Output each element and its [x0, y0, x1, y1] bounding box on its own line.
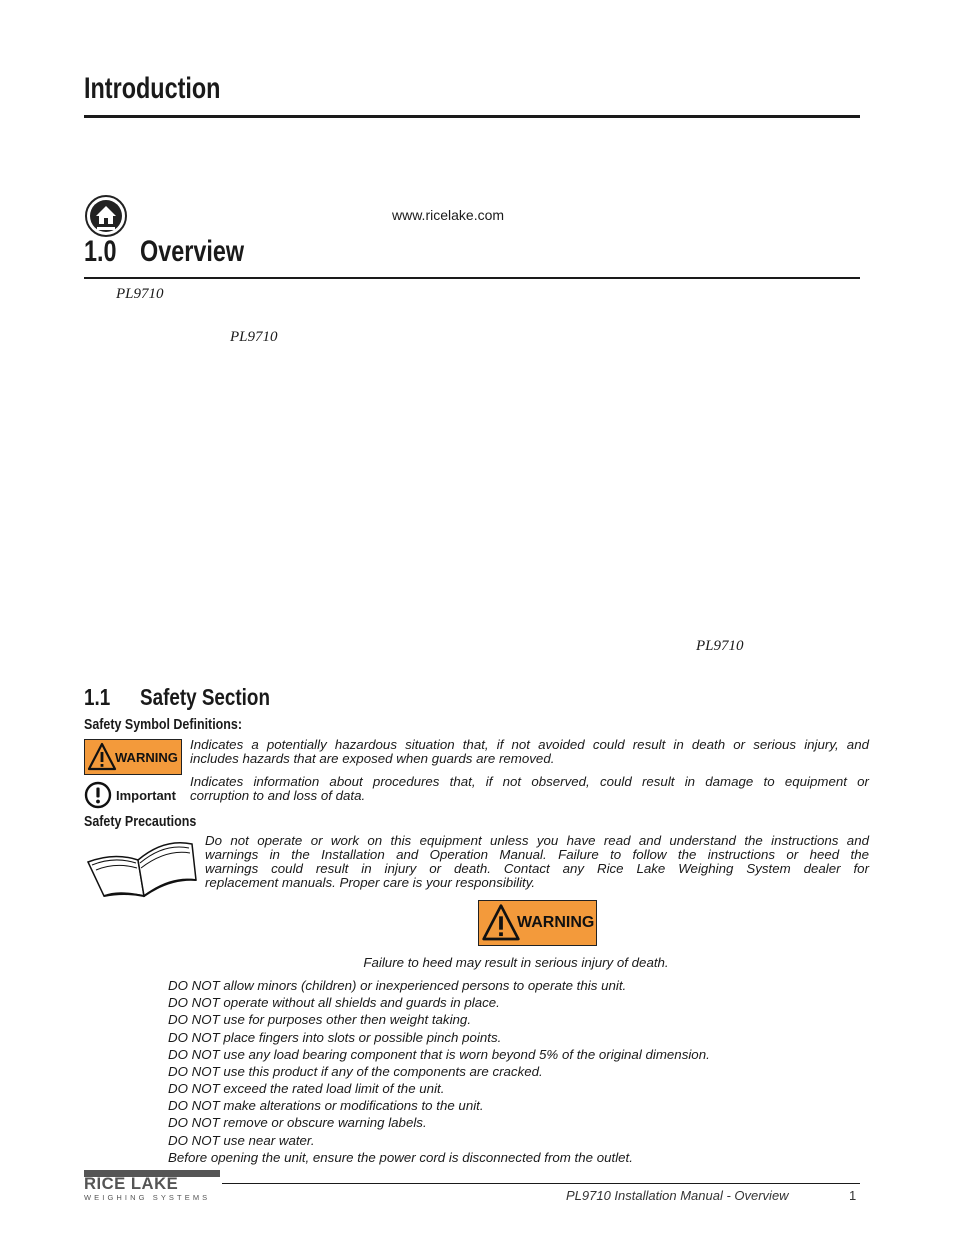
chapter-rule	[84, 115, 860, 118]
product-mention-1: PL9710	[116, 286, 164, 302]
product-mention-3: PL9710	[696, 638, 744, 654]
warning-triangle-icon	[87, 742, 117, 772]
manual-notice-line-1: Do not operate or work on this equipment unless you have read and understand the instructions and	[205, 833, 869, 848]
failure-notice: Failure to heed may result in serious injury of death.	[363, 955, 669, 970]
home-icon[interactable]	[84, 194, 128, 238]
precaution-item: DO NOT make alterations or modifications to the unit.	[168, 1098, 484, 1113]
manual-notice-line-2: warnings in the Installation and Operation Manual. Failure to follow the instructions or heed the	[205, 847, 869, 862]
logo-tagline: WEIGHING SYSTEMS	[84, 1193, 211, 1202]
manual-notice-line-3: warnings could result in injury or death. Contact any Rice Lake Weighing System dealer for	[205, 861, 869, 876]
precaution-item: DO NOT use for purposes other then weight taking.	[168, 1012, 472, 1027]
important-badge	[84, 780, 184, 810]
precaution-item: DO NOT operate without all shields and guards in place.	[168, 995, 500, 1010]
important-definition-line-1: Indicates information about procedures that, if not observed, could result in damage to equipment or	[190, 774, 869, 789]
big-warning-label: WARNING	[517, 914, 595, 931]
website-link[interactable]: www.ricelake.com	[392, 207, 505, 223]
precaution-item: DO NOT place fingers into slots or possible pinch points.	[168, 1030, 502, 1045]
subsection-number: 1.1	[84, 684, 111, 710]
warning-badge	[84, 739, 182, 775]
warning-definition-line-1: Indicates a potentially hazardous situation that, if not avoided could result in death or serious injury, and	[190, 737, 869, 752]
exclamation-circle-icon	[84, 781, 112, 809]
footer-page-number: 1	[849, 1188, 857, 1203]
precaution-item: DO NOT use any load bearing component that is worn beyond 5% of the original dimension.	[168, 1047, 710, 1062]
manual-notice-line-4: replacement manuals. Proper care is your responsibility.	[205, 875, 536, 890]
footer-doc-title: PL9710 Installation Manual - Overview	[566, 1188, 789, 1203]
rice-lake-logo	[84, 1168, 222, 1204]
precaution-item: Before opening the unit, ensure the power cord is disconnected from the outlet.	[168, 1150, 633, 1165]
warning-badge-label: WARNING	[115, 749, 178, 765]
chapter-title: Introduction	[84, 72, 221, 105]
product-mention-2: PL9710	[230, 329, 278, 345]
warning-triangle-icon	[481, 903, 521, 943]
section-title: Overview	[140, 235, 245, 268]
warning-definition-line-2: includes hazards that are exposed when guards are removed.	[190, 751, 555, 766]
subsection-title: Safety Section	[140, 684, 270, 710]
open-book-icon	[84, 834, 200, 900]
precaution-item: DO NOT remove or obscure warning labels.	[168, 1115, 427, 1130]
safety-precautions-heading: Safety Precautions	[84, 814, 197, 830]
precaution-item: DO NOT exceed the rated load limit of the unit.	[168, 1081, 445, 1096]
logo-wordmark: RICE LAKE	[84, 1174, 179, 1193]
section-number: 1.0	[84, 235, 117, 268]
symbol-definitions-heading: Safety Symbol Definitions:	[84, 717, 242, 733]
footer-rule	[222, 1183, 860, 1184]
precaution-item: DO NOT allow minors (children) or inexperienced persons to operate this unit.	[168, 978, 627, 993]
important-badge-label: Important	[116, 787, 176, 803]
important-definition-line-2: corruption to and loss of data.	[190, 788, 366, 803]
precaution-item: DO NOT use near water.	[168, 1133, 315, 1148]
section-rule	[84, 277, 860, 279]
big-warning-badge	[478, 900, 597, 946]
precaution-item: DO NOT use this product if any of the components are cracked.	[168, 1064, 543, 1079]
